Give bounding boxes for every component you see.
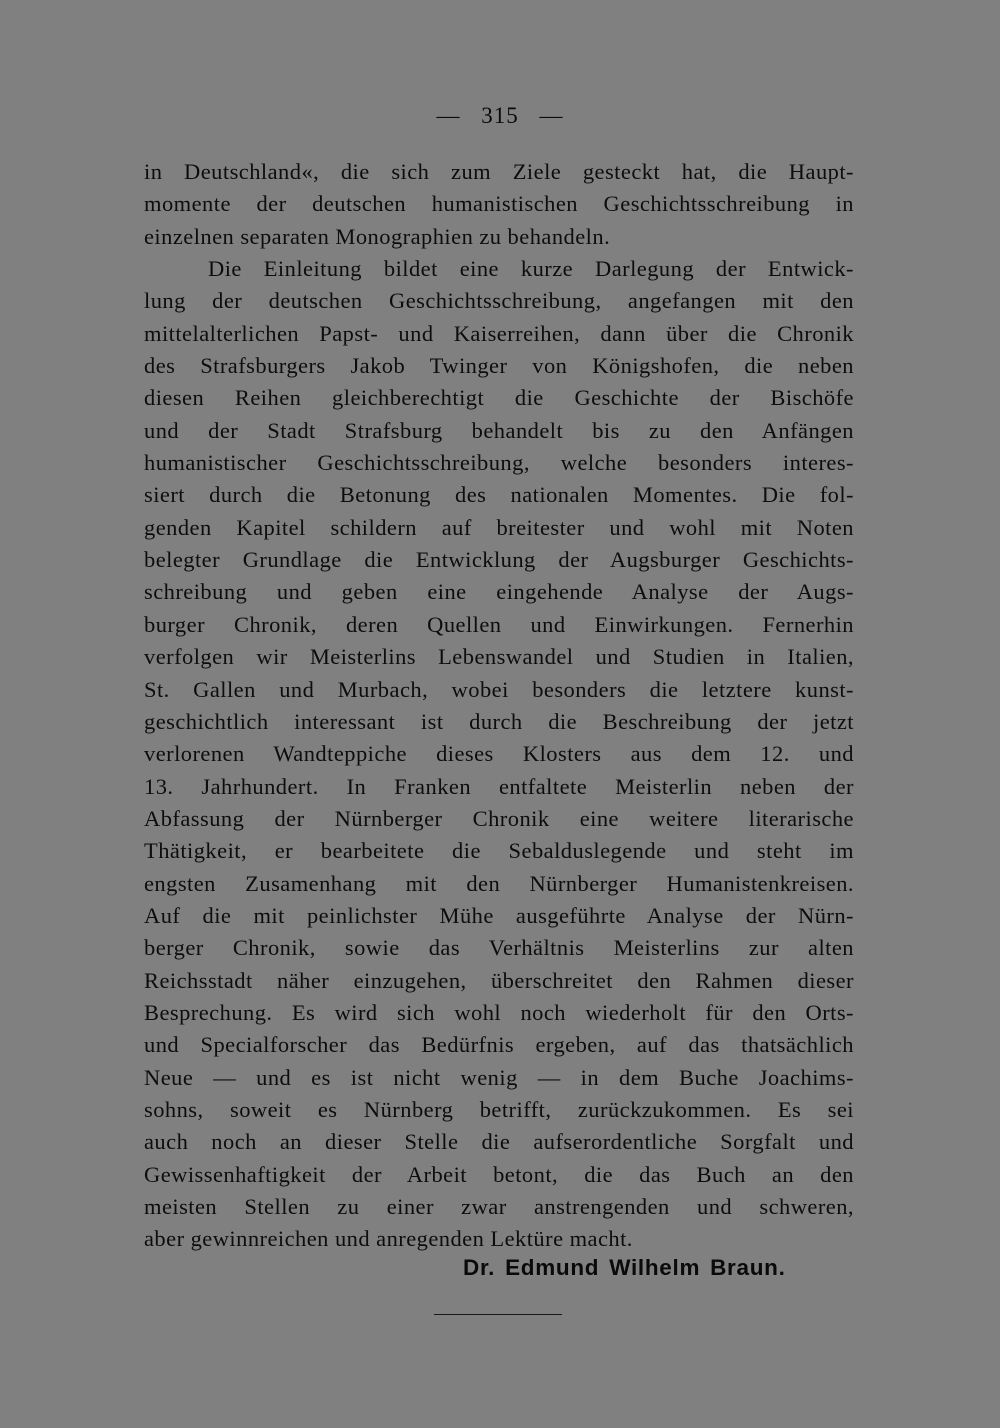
- text-line: meisten Stellen zu einer zwar anstrengenden und schweren,: [144, 1194, 854, 1219]
- text-line: schreibung und geben eine eingehende Analyse der Augs-: [144, 579, 854, 605]
- author-signature: Dr. Edmund Wilhelm Braun.: [463, 1255, 786, 1280]
- review-body-text: [144, 156, 854, 1256]
- page-number: — 315 —: [436, 103, 564, 128]
- text-line: genden Kapitel schildern auf breitester und wohl mit Noten: [144, 514, 854, 540]
- text-line: 13. Jahrhundert. In Franken entfaltete Meisterlin neben der: [144, 773, 854, 799]
- text-line: St. Gallen und Murbach, wobei besonders die letztere kunst-: [144, 676, 854, 702]
- text-line: und der Stadt Strafsburg behandelt bis zu den Anfängen: [144, 417, 854, 443]
- text-line: verfolgen wir Meisterlins Lebenswandel und Studien in Italien,: [144, 644, 854, 670]
- text-line: Thätigkeit, er bearbeitete die Sebalduslegende und steht im: [144, 838, 854, 864]
- text-line: humanistischer Geschichtsschreibung, welche besonders interes-: [144, 450, 854, 476]
- text-line: einzelnen separaten Monographien zu behandeln.: [144, 223, 611, 249]
- text-line: mittelalterlichen Papst- und Kaiserreihen, dann über die Chronik: [144, 320, 854, 346]
- text-line: Gewissenhaftigkeit der Arbeit betont, die das Buch an den: [144, 1161, 854, 1187]
- text-line: des Strafsburgers Jakob Twinger von Königshofen, die neben: [144, 353, 854, 379]
- text-line: Neue — und es ist nicht wenig — in dem Buche Joachims-: [144, 1064, 854, 1090]
- text-line: Besprechung. Es wird sich wohl noch wiederholt für den Orts-: [144, 999, 854, 1025]
- text-line: lung der deutschen Geschichtsschreibung, angefangen mit den: [144, 288, 854, 314]
- text-line: verlorenen Wandteppiche dieses Klosters aus dem 12. und: [144, 741, 854, 767]
- text-line: burger Chronik, deren Quellen und Einwirkungen. Fernerhin: [144, 611, 854, 637]
- text-line: aber gewinnreichen und anregenden Lektüre macht.: [144, 1226, 633, 1252]
- text-line: geschichtlich interessant ist durch die Beschreibung der jetzt: [144, 708, 854, 734]
- text-line: diesen Reihen gleichberechtigt die Geschichte der Bischöfe: [144, 385, 854, 411]
- text-line: in Deutschland«, die sich zum Ziele gesteckt hat, die Haupt-: [144, 159, 854, 184]
- paragraph-start-line: Die Einleitung bildet eine kurze Darlegung der Entwick-: [208, 256, 854, 282]
- text-line: und Specialforscher das Bedürfnis ergeben, auf das thatsächlich: [144, 1032, 854, 1058]
- text-line: Auf die mit peinlichster Mühe ausgeführte Analyse der Nürn-: [144, 902, 854, 928]
- text-line: auch noch an dieser Stelle die aufserordentliche Sorgfalt und: [144, 1129, 854, 1155]
- text-line: sohns, soweit es Nürnberg betrifft, zurückzukommen. Es sei: [144, 1096, 854, 1122]
- section-divider-rule: [434, 1314, 562, 1315]
- text-line: Reichsstadt näher einzugehen, überschreitet den Rahmen dieser: [144, 967, 854, 993]
- text-line: momente der deutschen humanistischen Geschichtsschreibung in: [144, 191, 854, 217]
- text-line: Abfassung der Nürnberger Chronik eine weitere literarische: [144, 805, 854, 831]
- text-line: siert durch die Betonung des nationalen Momentes. Die fol-: [144, 482, 854, 508]
- text-line: engsten Zusamenhang mit den Nürnberger Humanistenkreisen.: [144, 870, 854, 896]
- text-line: belegter Grundlage die Entwicklung der Augsburger Geschichts-: [144, 547, 854, 573]
- text-line: berger Chronik, sowie das Verhältnis Meisterlins zur alten: [144, 935, 854, 961]
